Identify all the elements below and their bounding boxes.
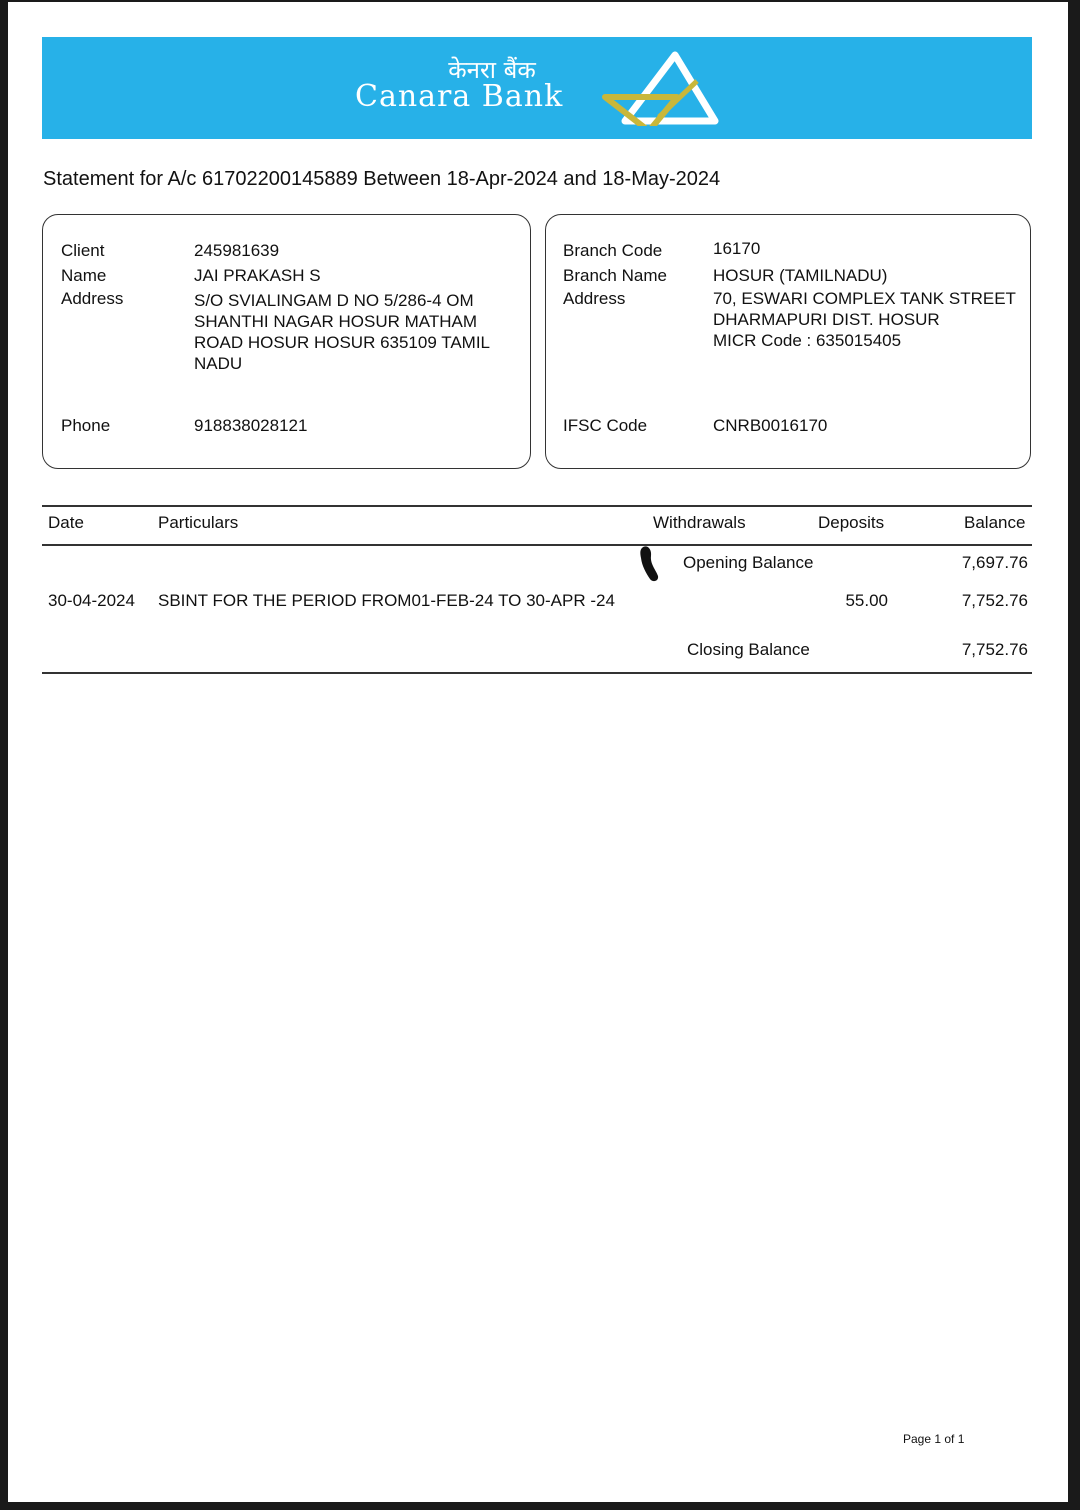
ink-smudge-icon [636, 544, 664, 584]
bank-banner [42, 37, 1032, 139]
name-label: Name [61, 266, 107, 285]
row-balance: 7,752.76 [961, 591, 1028, 610]
branch-name: HOSUR (TAMILNADU) [713, 266, 888, 285]
ifsc-label: IFSC Code [563, 416, 648, 435]
col-header-withdrawals: Withdrawals [653, 513, 746, 532]
micr-code: MICR Code : 635015405 [713, 331, 902, 350]
branch-code-label: Branch Code [563, 241, 663, 260]
col-header-balance: Balance [964, 513, 1026, 532]
branch-info-card [545, 214, 1031, 469]
branch-name-label: Branch Name [563, 266, 667, 285]
client-info-card [42, 214, 531, 469]
opening-balance-label: Opening Balance [683, 553, 814, 572]
client-address: S/O SVIALINGAM D NO 5/286-4 OM SHANTHI NAGAR HOSUR MATHAM ROAD HOSUR HOSUR 635109 TAMIL NADU [194, 291, 490, 373]
closing-balance-value: 7,752.76 [961, 640, 1028, 659]
address-label: Address [61, 289, 124, 308]
row-deposit: 55.00 [845, 591, 888, 610]
brand-name-hindi: केनरा बैंक [448, 56, 536, 84]
client-phone: 918838028121 [194, 416, 308, 435]
branch-code: 16170 [713, 239, 761, 258]
opening-balance-value: 7,697.76 [961, 553, 1028, 572]
table-bottom-rule [42, 672, 1032, 674]
branch-address-label: Address [563, 289, 626, 308]
client-id: 245981639 [194, 241, 280, 260]
col-header-date: Date [48, 513, 84, 532]
ifsc-code: CNRB0016170 [713, 416, 828, 435]
brand-name-english: Canara Bank [355, 79, 564, 114]
page-number: Page 1 of 1 [903, 1432, 965, 1446]
closing-balance-label: Closing Balance [687, 640, 810, 659]
statement-title: Statement for A/c 61702200145889 Between 18-Apr-2024 and 18-May-2024 [43, 168, 721, 190]
branch-address: 70, ESWARI COMPLEX TANK STREET DHARMAPURI DIST. HOSUR [713, 289, 1016, 329]
table-top-rule [42, 505, 1032, 507]
client-name: JAI PRAKASH S [194, 266, 321, 285]
statement-page [8, 2, 1068, 1502]
table-header-rule [42, 544, 1032, 546]
row-date: 30-04-2024 [48, 591, 135, 610]
canara-logo-icon [597, 51, 727, 126]
phone-label: Phone [61, 416, 111, 435]
col-header-particulars: Particulars [158, 513, 239, 532]
client-label: Client [61, 241, 105, 260]
col-header-deposits: Deposits [818, 513, 885, 532]
row-particulars: SBINT FOR THE PERIOD FROM01-FEB-24 TO 30-APR -24 [158, 591, 615, 610]
